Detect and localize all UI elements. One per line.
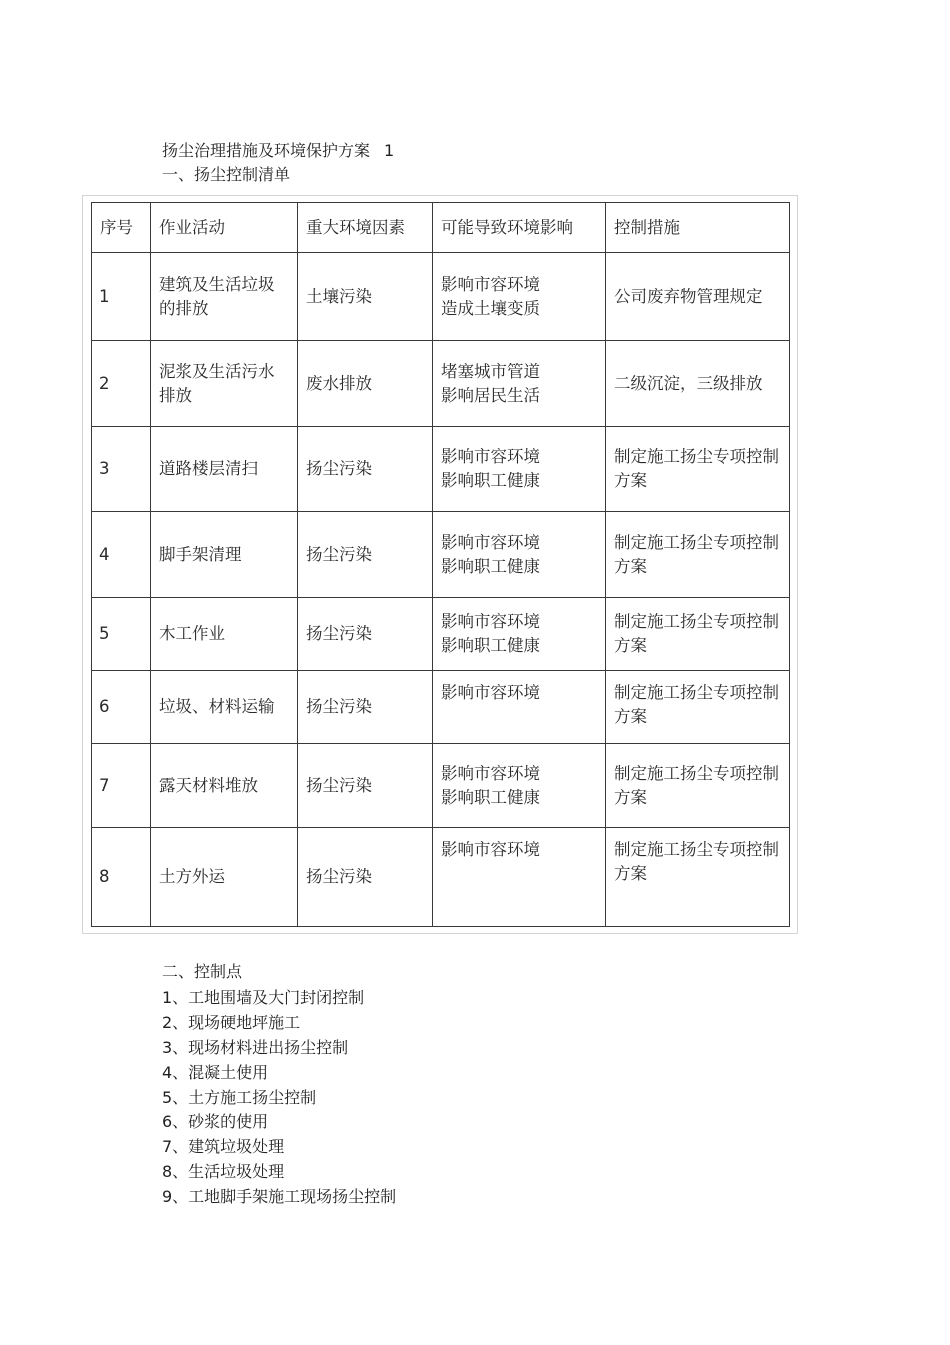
dust-control-table <box>91 202 790 927</box>
title-text: 扬尘治理措施及环境保护方案 <box>162 141 371 160</box>
control-points-list <box>162 987 396 1211</box>
list-item: 7、建筑垃圾处理 <box>162 1137 285 1157</box>
cell-measure: 制定施工扬尘专项控制方案 <box>606 671 790 744</box>
cell-impact: 影响市容环境 影响职工健康 <box>433 598 606 671</box>
cell-activity: 道路楼层清扫 <box>151 427 298 512</box>
table-row <box>92 744 790 828</box>
cell-index: 6 <box>92 671 151 744</box>
header-impact: 可能导致环境影响 <box>433 203 606 253</box>
list-item: 9、工地脚手架施工现场扬尘控制 <box>162 1187 397 1207</box>
cell-impact: 影响市容环境 影响职工健康 <box>433 427 606 512</box>
cell-activity: 泥浆及生活污水排放 <box>151 341 298 427</box>
list-item: 6、砂浆的使用 <box>162 1112 269 1132</box>
cell-impact: 影响市容环境 影响职工健康 <box>433 512 606 598</box>
cell-factor: 扬尘污染 <box>298 828 433 927</box>
header-index: 序号 <box>92 203 151 253</box>
cell-impact: 影响市容环境 <box>433 828 606 927</box>
cell-index: 2 <box>92 341 151 427</box>
cell-index: 1 <box>92 253 151 341</box>
cell-index: 8 <box>92 828 151 927</box>
list-item: 5、土方施工扬尘控制 <box>162 1087 317 1107</box>
cell-factor: 扬尘污染 <box>298 671 433 744</box>
list-item: 3、现场材料进出扬尘控制 <box>162 1037 349 1057</box>
cell-index: 3 <box>92 427 151 512</box>
cell-measure: 制定施工扬尘专项控制方案 <box>606 598 790 671</box>
cell-activity: 建筑及生活垃圾的排放 <box>151 253 298 341</box>
cell-activity: 土方外运 <box>151 828 298 927</box>
table-header-row <box>92 203 790 253</box>
list-item: 4、混凝土使用 <box>162 1062 269 1082</box>
cell-measure: 制定施工扬尘专项控制方案 <box>606 744 790 828</box>
cell-activity: 露天材料堆放 <box>151 744 298 828</box>
header-factor: 重大环境因素 <box>298 203 433 253</box>
table-row <box>92 512 790 598</box>
cell-index: 4 <box>92 512 151 598</box>
cell-factor: 扬尘污染 <box>298 512 433 598</box>
table-row <box>92 598 790 671</box>
list-item: 8、生活垃圾处理 <box>162 1162 285 1182</box>
table-row <box>92 828 790 927</box>
cell-factor: 废水排放 <box>298 341 433 427</box>
cell-index: 5 <box>92 598 151 671</box>
cell-impact: 影响市容环境 <box>433 671 606 744</box>
cell-impact: 影响市容环境 造成土壤变质 <box>433 253 606 341</box>
cell-measure: 制定施工扬尘专项控制方案 <box>606 828 790 927</box>
cell-measure: 制定施工扬尘专项控制方案 <box>606 427 790 512</box>
list-item: 1、工地围墙及大门封闭控制 <box>162 988 365 1007</box>
table-row <box>92 253 790 341</box>
cell-measure: 制定施工扬尘专项控制方案 <box>606 512 790 598</box>
cell-index: 7 <box>92 744 151 828</box>
cell-factor: 扬尘污染 <box>298 744 433 828</box>
page-number: 1 <box>384 141 395 160</box>
list-item: 2、现场硬地坪施工 <box>162 1012 301 1032</box>
table-row <box>92 427 790 512</box>
cell-measure: 二级沉淀，三级排放 <box>606 341 790 427</box>
section-heading-dust-list: 一、扬尘控制清单 <box>162 165 291 184</box>
cell-activity: 脚手架清理 <box>151 512 298 598</box>
cell-factor: 土壤污染 <box>298 253 433 341</box>
table-row <box>92 671 790 744</box>
cell-activity: 木工作业 <box>151 598 298 671</box>
cell-impact: 影响市容环境 影响职工健康 <box>433 744 606 828</box>
cell-activity: 垃圾、材料运输 <box>151 671 298 744</box>
cell-measure: 公司废弃物管理规定 <box>606 253 790 341</box>
cell-factor: 扬尘污染 <box>298 598 433 671</box>
cell-factor: 扬尘污染 <box>298 427 433 512</box>
header-activity: 作业活动 <box>151 203 298 253</box>
table-row <box>92 341 790 427</box>
cell-impact: 堵塞城市管道 影响居民生活 <box>433 341 606 427</box>
header-measure: 控制措施 <box>606 203 790 253</box>
section-heading-control-points: 二、控制点 <box>162 962 243 981</box>
document-title <box>162 141 394 161</box>
